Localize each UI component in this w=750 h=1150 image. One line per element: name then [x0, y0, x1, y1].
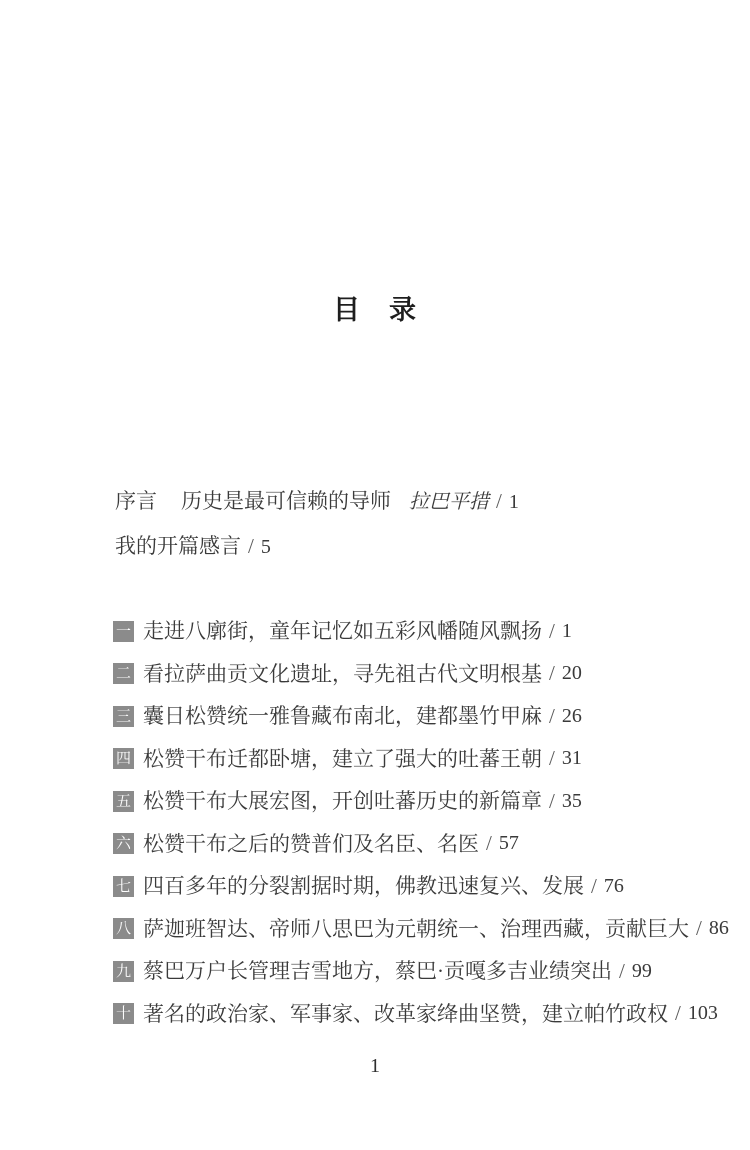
page-number: 1 — [370, 1055, 380, 1077]
chapter-number-badge: 六 — [113, 833, 134, 854]
chapter-entry — [113, 916, 729, 941]
chapter-number-badge: 九 — [113, 961, 134, 982]
slash-separator: / — [549, 788, 555, 813]
chapter-entry — [113, 833, 710, 855]
preface-section — [115, 490, 690, 580]
chapter-number-badge: 三 — [113, 706, 134, 727]
chapter-page-number: 31 — [561, 747, 582, 769]
chapter-page-number: 20 — [561, 662, 582, 684]
chapter-title: 走进八廓街，童年记忆如五彩风幡随风飘扬 — [143, 619, 542, 643]
preface-page-number: 5 — [260, 536, 271, 558]
chapter-entry — [113, 663, 710, 685]
slash-separator: / — [486, 831, 492, 855]
slash-separator: / — [619, 958, 625, 983]
chapter-number-badge: 二 — [113, 663, 134, 684]
chapter-entry — [113, 620, 710, 642]
chapter-page-number: 35 — [561, 789, 582, 812]
chapter-number-badge: 一 — [113, 621, 134, 642]
chapter-number-badge: 七 — [113, 876, 134, 897]
slash-separator: / — [549, 661, 555, 685]
slash-separator: / — [248, 534, 254, 558]
chapter-page-number: 57 — [498, 832, 519, 854]
chapter-number-badge: 十 — [113, 1003, 134, 1024]
chapter-entry — [113, 705, 710, 727]
chapter-title: 四百多年的分裂割据时期，佛教迅速复兴、发展 — [143, 874, 584, 898]
chapter-entry — [113, 790, 710, 812]
chapter-list — [113, 618, 729, 1045]
chapter-entry — [113, 1001, 718, 1026]
chapter-page-number: 103 — [687, 1002, 718, 1024]
chapter-page-number: 76 — [603, 874, 624, 897]
chapter-title: 松赞干布大展宏图，开创吐蕃历史的新篇章 — [143, 789, 542, 813]
chapter-page-number: 1 — [561, 619, 572, 642]
preface-entry-foreword — [115, 490, 690, 512]
preface-title: 历史是最可信赖的导师 — [181, 489, 391, 513]
chapter-number-badge: 八 — [113, 918, 134, 939]
chapter-number-badge: 五 — [113, 791, 134, 812]
chapter-title: 松赞干布之后的赞普们及名臣、名医 — [143, 831, 479, 856]
preface-page-number: 1 — [508, 491, 519, 513]
chapter-title: 蔡巴万户长管理吉雪地方，蔡巴·贡嘎多吉业绩突出 — [143, 959, 612, 983]
chapter-title: 看拉萨曲贡文化遗址，寻先祖古代文明根基 — [143, 661, 542, 686]
chapter-entry — [113, 960, 710, 982]
slash-separator: / — [675, 1001, 681, 1025]
slash-separator: / — [696, 916, 702, 940]
chapter-page-number: 26 — [561, 704, 582, 727]
slash-separator: / — [496, 489, 502, 513]
chapter-title: 囊日松赞统一雅鲁藏布南北，建都墨竹甲麻 — [143, 704, 542, 728]
chapter-title: 松赞干布迁都卧塘，建立了强大的吐蕃王朝 — [143, 746, 542, 771]
preface-label: 序言 — [115, 489, 157, 513]
chapter-entry — [113, 875, 710, 897]
chapter-title: 著名的政治家、军事家、改革家绛曲坚赞，建立帕竹政权 — [143, 1001, 668, 1026]
chapter-entry — [113, 748, 710, 770]
preface-author: 拉巴平措 — [409, 491, 489, 513]
preface-title: 我的开篇感言 — [115, 534, 241, 558]
slash-separator: / — [591, 873, 597, 898]
chapter-number-badge: 四 — [113, 748, 134, 769]
chapter-page-number: 99 — [631, 959, 652, 982]
preface-entry-opening-remarks — [115, 535, 690, 557]
slash-separator: / — [549, 618, 555, 643]
slash-separator: / — [549, 703, 555, 728]
slash-separator: / — [549, 746, 555, 770]
chapter-page-number: 86 — [708, 917, 729, 939]
page-title: 目 录 — [333, 295, 417, 325]
chapter-title: 萨迦班智达、帝师八思巴为元朝统一、治理西藏，贡献巨大 — [143, 916, 689, 941]
